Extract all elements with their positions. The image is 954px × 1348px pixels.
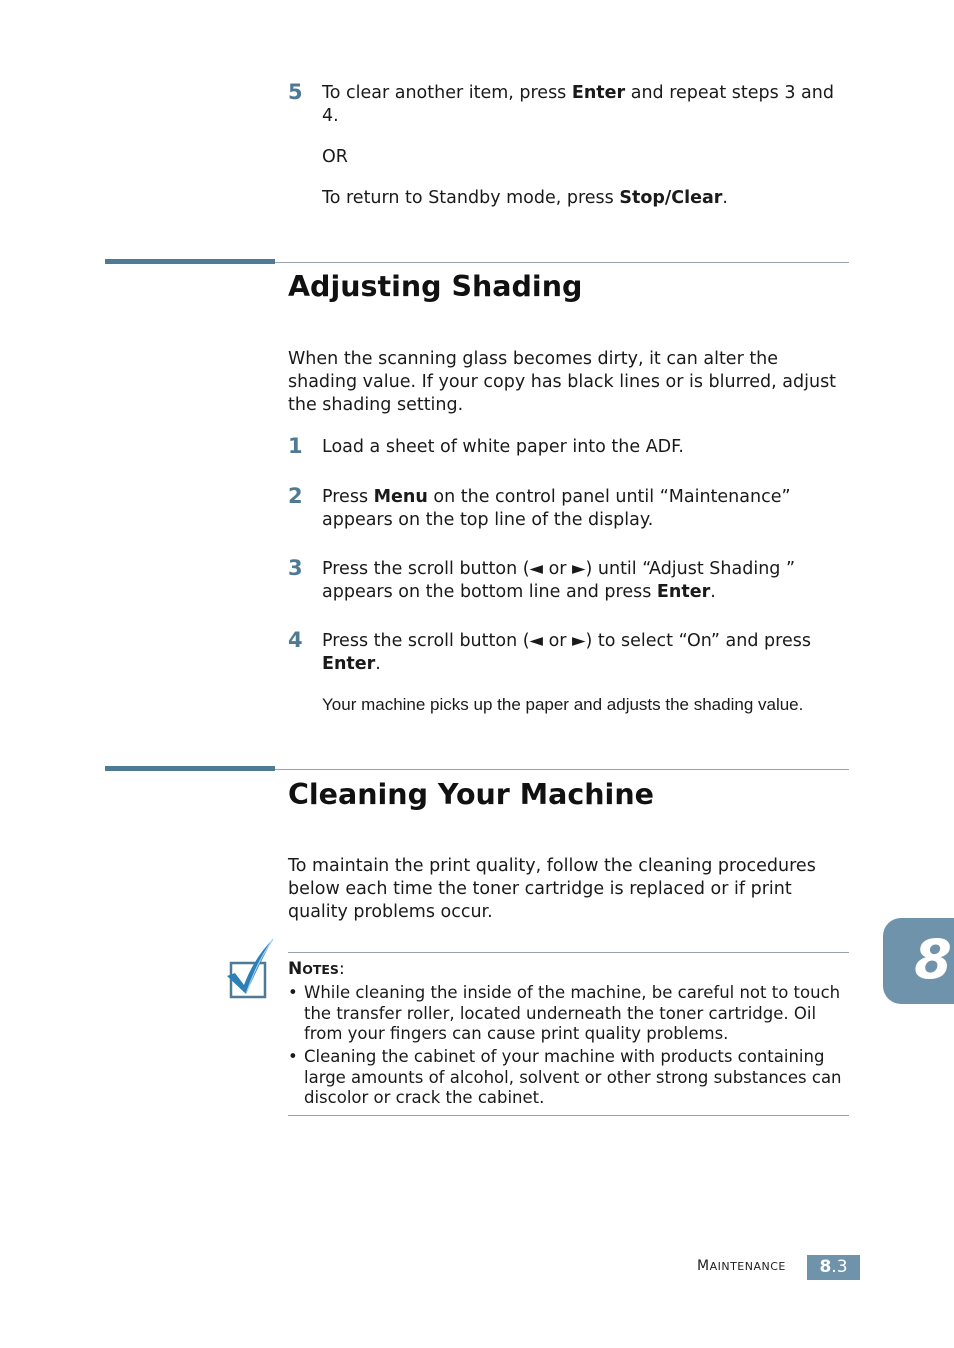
step-text-part: Press the scroll button (◄ or ►) until “Adjust Shading ” appears on the bottom line and press xyxy=(322,559,796,602)
note-bullet-text: Cleaning the cabinet of your machine with products containing large amounts of alcohol, solvent or other strong substances can discolor or crack the cabinet. xyxy=(304,1047,842,1107)
note-bullet xyxy=(288,1047,848,1109)
section-heading: Cleaning Your Machine xyxy=(288,778,654,811)
step-text-part: . xyxy=(710,582,716,602)
note-bullet xyxy=(288,983,848,1045)
step-text-part: Press the scroll button (◄ or ►) to select “On” and press xyxy=(322,631,811,651)
section-rule xyxy=(275,769,849,770)
step-text xyxy=(322,630,842,676)
page-num: .3 xyxy=(831,1257,848,1277)
notes-rule-bottom xyxy=(288,1115,849,1116)
step-text xyxy=(322,558,842,604)
key-name: Stop/Clear xyxy=(619,188,723,208)
notes-heading-rest: OTES xyxy=(302,962,339,977)
step-text-part: . xyxy=(375,654,381,674)
step-text-part: . xyxy=(722,188,728,208)
step-number: 2 xyxy=(288,484,303,508)
note-bullet-text: While cleaning the inside of the machine, be careful not to touch the transfer roller, located underneath the toner cartridge. Oil from your fingers can cause print quality problems. xyxy=(304,983,841,1043)
step-number: 4 xyxy=(288,628,303,652)
footer-section-rest: AINTENANCE xyxy=(709,1260,786,1273)
section-rule xyxy=(275,262,849,263)
chapter-tab-number: 8 xyxy=(914,928,952,991)
step-number: 3 xyxy=(288,556,303,580)
standby-text xyxy=(322,187,842,210)
key-name: Enter xyxy=(322,654,376,674)
step-text xyxy=(322,82,842,128)
notes-heading-cap: N xyxy=(288,959,303,979)
step-text-part: on the control panel until “Maintenance” appears on the top line of the display. xyxy=(322,487,791,530)
step-text-part: Press xyxy=(322,487,374,507)
step-text-part: To clear another item, press xyxy=(322,83,572,103)
page-chapter: 8 xyxy=(819,1257,832,1277)
step-text-part: and repeat steps 3 and 4. xyxy=(322,83,834,126)
or-text: OR xyxy=(322,147,348,167)
key-name: Menu xyxy=(373,487,428,507)
notes-heading-colon: : xyxy=(338,959,345,979)
footer-section-cap: M xyxy=(697,1258,710,1274)
checkmark-note-icon xyxy=(224,938,276,1000)
bullet-marker: • xyxy=(288,1047,298,1066)
section-rule-accent xyxy=(105,766,275,771)
section-intro: When the scanning glass becomes dirty, it can alter the shading value. If your copy has black lines or is blurred, adjust the shading setting. xyxy=(288,349,837,415)
notes-heading xyxy=(288,958,345,981)
notes-rule-top xyxy=(288,952,849,953)
section-intro: To maintain the print quality, follow the cleaning procedures below each time the toner cartridge is replaced or if print quality problems occur. xyxy=(288,856,816,922)
step-number: 1 xyxy=(288,434,303,458)
step-text xyxy=(322,486,842,532)
step-number: 5 xyxy=(288,80,303,104)
footer-section-name xyxy=(697,1258,786,1274)
key-name: Enter xyxy=(656,582,711,602)
key-name: Enter xyxy=(571,83,626,103)
section-heading: Adjusting Shading xyxy=(288,270,583,303)
step-text-part: To return to Standby mode, press xyxy=(322,188,620,208)
section-rule-accent xyxy=(105,259,275,264)
step-result: Your machine picks up the paper and adjusts the shading value. xyxy=(322,695,804,714)
step-text: Load a sheet of white paper into the ADF. xyxy=(322,437,684,457)
bullet-marker: • xyxy=(288,983,298,1002)
page-number xyxy=(807,1255,860,1280)
